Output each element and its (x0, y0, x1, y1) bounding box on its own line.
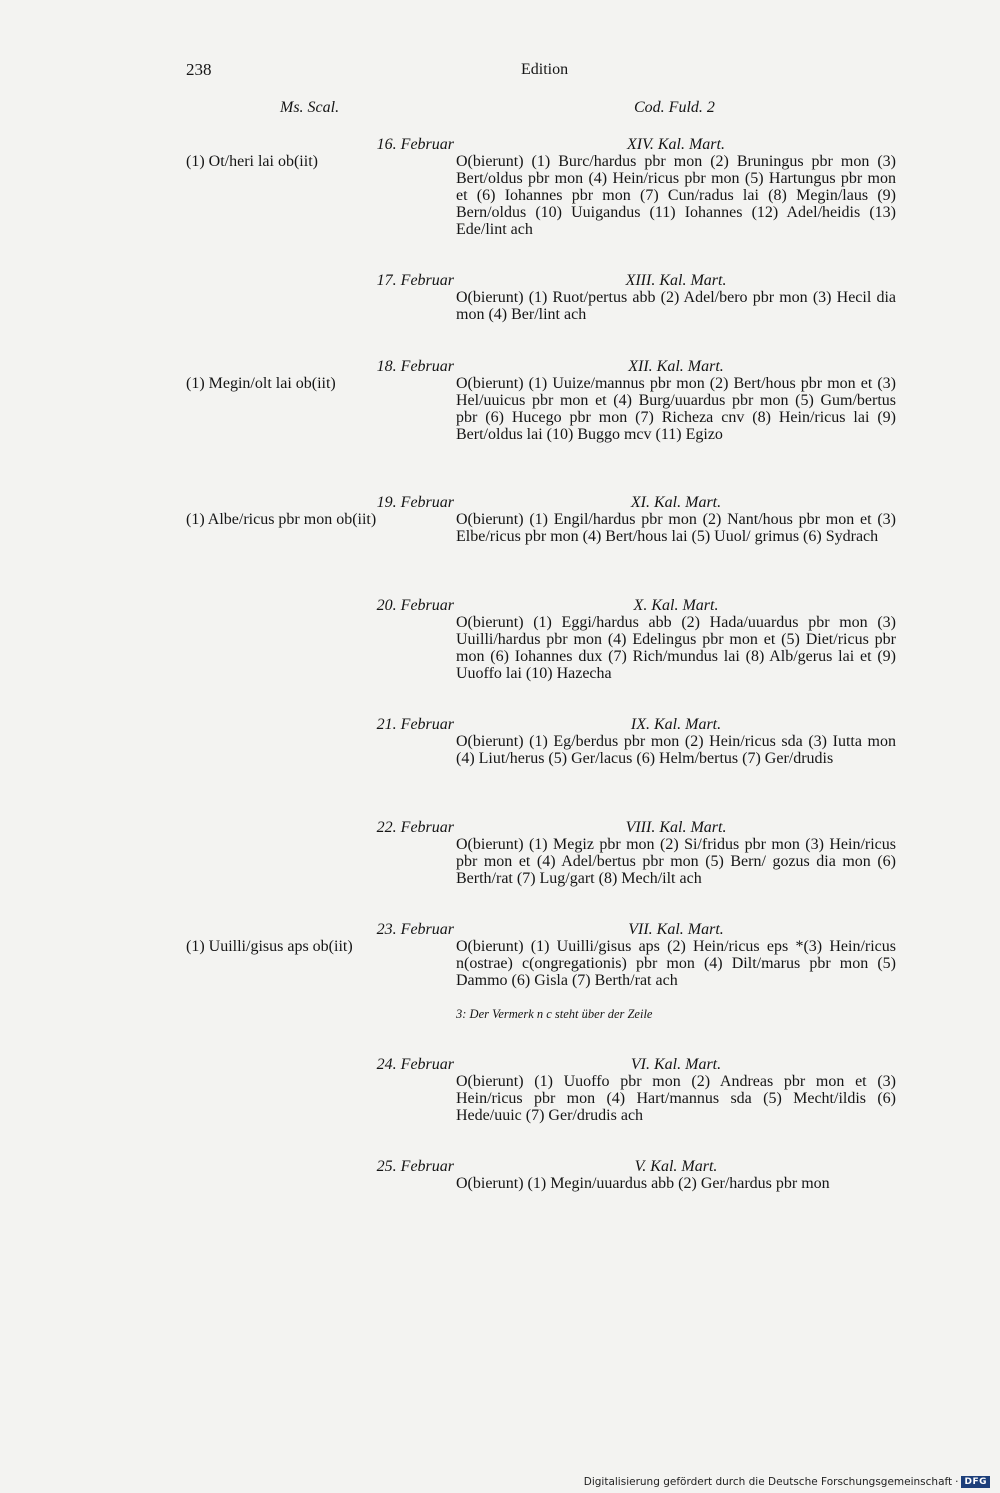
entry-date: 22. Februar (376, 819, 454, 836)
entry-kalend: XIV. Kal. Mart. (627, 136, 725, 153)
entry-date: 19. Februar (376, 494, 454, 511)
entry-kalend: VI. Kal. Mart. (630, 1056, 722, 1073)
footer-text: Digitalisierung gefördert durch die Deutsche Forschungsgemeinschaft (583, 1476, 953, 1488)
entry-date: 25. Februar (376, 1158, 454, 1175)
entry-date: 20. Februar (376, 597, 454, 614)
entry-kalend: XII. Kal. Mart. (628, 358, 724, 375)
entry-text: O(bierunt) (1) Engil/hardus pbr mon (2) Nant/hous pbr mon et (3) Elbe/ricus pbr mon (4) Bert/hous lai (5) Uuol/ grimus (6) Sydrach (456, 511, 896, 545)
entry-kalend: X. Kal. Mart. (633, 597, 719, 614)
entry-kalend: V. Kal. Mart. (634, 1158, 718, 1175)
entry-text: O(bierunt) (1) Eggi/hardus abb (2) Hada/uuardus pbr mon (3) Uuilli/hardus pbr mon (4) Edelingus pbr mon et (5) Diet/ricus pbr mon (6) Iohannes dux (7) Rich/mundus lai (8) Alb/gerus lai et (9) Uuoffo lai (10) Hazecha (456, 614, 896, 682)
entry-kalend: VIII. Kal. Mart. (625, 819, 727, 836)
entry-left-note: (1) Ot/heri lai ob(iit) (186, 153, 318, 170)
entry-date: 23. Februar (376, 921, 454, 938)
entry-text: O(bierunt) (1) Uuize/mannus pbr mon (2) Bert/hous pbr mon et (3) Hel/uuicus pbr mon et (4) Burg/uuardus pbr mon (5) Gum/bertus pbr (6) Hucego pbr mon (7) Richeza cnv (8) Hein/ricus lai (9) Bert/oldus lai (10) Buggo mcv (11) Egizo (456, 375, 896, 443)
section-title: Edition (521, 61, 569, 78)
entry-text: O(bierunt) (1) Burc/hardus pbr mon (2) Bruningus pbr mon (3) Bert/oldus pbr mon (4) Hein/ricus pbr mon (5) Hartungus pbr mon et (6) Iohannes pbr mon (7) Cun/radus lai (8) Megin/laus (9) Bern/oldus (10) Uuigandus (11) Iohannes (12) Adel/heidis (13) Ede/lint ach (456, 153, 896, 238)
entry-date: 18. Februar (376, 358, 454, 375)
entry-date: 21. Februar (376, 716, 454, 733)
entry-date: 24. Februar (376, 1056, 454, 1073)
entry-text: O(bierunt) (1) Ruot/pertus abb (2) Adel/bero pbr mon (3) Hecil dia mon (4) Ber/lint ach (456, 289, 896, 323)
entry-date: 17. Februar (376, 272, 454, 289)
entry-text: O(bierunt) (1) Megin/uuardus abb (2) Ger/hardus pbr mon (456, 1175, 830, 1192)
footnote: 3: Der Vermerk n c steht über der Zeile (456, 1007, 653, 1021)
entry-kalend: XI. Kal. Mart. (630, 494, 722, 511)
entry-kalend: VII. Kal. Mart. (628, 921, 724, 938)
entry-text: O(bierunt) (1) Megiz pbr mon (2) Si/fridus pbr mon (3) Hein/ricus pbr mon et (4) Adel/bertus pbr mon (5) Bern/ gozus dia mon (6) Berth/rat (7) Lug/gart (8) Mech/ilt ach (456, 836, 896, 887)
dfg-logo: DFG (961, 1476, 990, 1488)
column-head-left: Ms. Scal. (280, 99, 340, 116)
entry-kalend: XIII. Kal. Mart. (625, 272, 727, 289)
entry-left-note: (1) Megin/olt lai ob(iit) (186, 375, 336, 392)
page-number: 238 (186, 60, 212, 79)
entry-text: O(bierunt) (1) Uuoffo pbr mon (2) Andreas pbr mon et (3) Hein/ricus pbr mon (4) Hart/mannus sda (5) Mecht/ildis (6) Hede/uuic (7) Ger/drudis ach (456, 1073, 896, 1124)
entry-date: 16. Februar (376, 136, 454, 153)
entry-text: O(bierunt) (1) Uuilli/gisus aps (2) Hein/ricus eps *(3) Hein/ricus n(ostrae) c(ongregationis) pbr mon (4) Dilt/marus pbr mon (5) Dammo (6) Gisla (7) Berth/rat ach (456, 938, 896, 989)
column-head-right: Cod. Fuld. 2 (634, 99, 715, 116)
digitization-footer: Digitalisierung gefördert durch die Deutsche Forschungsgemeinschaft · DFG (584, 1476, 990, 1488)
entry-left-note: (1) Uuilli/gisus aps ob(iit) (186, 938, 353, 955)
entry-text: O(bierunt) (1) Eg/berdus pbr mon (2) Hein/ricus sda (3) Iutta mon (4) Liut/herus (5) Ger/lacus (6) Helm/bertus (7) Ger/drudis (456, 733, 896, 767)
entry-left-note: (1) Albe/ricus pbr mon ob(iit) (186, 511, 377, 528)
entry-kalend: IX. Kal. Mart. (630, 716, 722, 733)
